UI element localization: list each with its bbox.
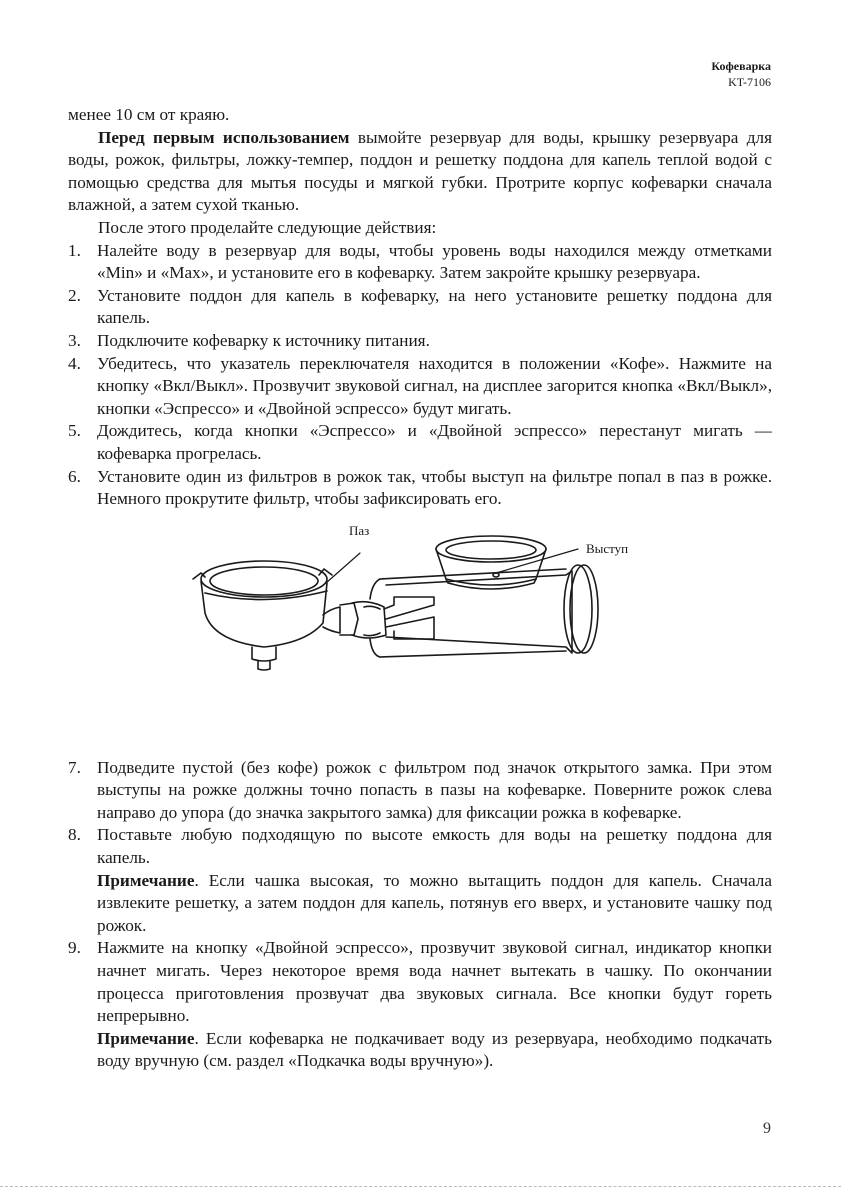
- page-header: [711, 58, 771, 90]
- steps-list-b: [68, 757, 772, 870]
- intro-continuation: менее 10 см от краяю.: [68, 105, 230, 124]
- list-item: [68, 353, 772, 421]
- list-item: [68, 330, 772, 353]
- note-paragraph: [68, 870, 772, 938]
- item-text: Подключите кофеварку к источнику питания.: [97, 330, 430, 350]
- portafilter-handle-drawing: [323, 565, 598, 657]
- list-item: [68, 240, 772, 285]
- item-text: Убедитесь, что указатель переключателя находится в положении «Кофе». Нажмите на кнопку «Вкл/Выкл». Прозвучит звуковой сигнал, на дисплее загорится кнопка «Вкл/Выкл», кнопки «Эспрессо» и «Двойной эспрессо» будут мигать.: [97, 353, 772, 418]
- page-bottom-divider: [0, 1186, 841, 1187]
- page-content: [68, 104, 772, 1073]
- header-model: KT-7106: [728, 75, 771, 89]
- note-label: Примечание: [97, 1028, 195, 1048]
- item-text: Установите поддон для капель в кофеварку, на него установите решетку поддона для капель.: [97, 285, 772, 328]
- item-number: 2.: [68, 285, 81, 305]
- portafilter-illustration: [68, 523, 772, 747]
- item-number: 1.: [68, 240, 81, 260]
- item-text: Подведите пустой (без кофе) рожок с фильтром под значок открытого замка. При этом выступы на рожке должны точно попасть в пазы на кофеварке. Поверните рожок слева направо до упора (до значка закрытого замка) для фиксации рожка в кофеварке.: [97, 757, 772, 822]
- portafilter-figure: [68, 523, 772, 747]
- note-text: . Если чашка высокая, то можно вытащить поддон для капель. Сначала извлеките решетку, а затем поддон для капель, потянув его вверх, и установите чашку под рожок.: [97, 870, 772, 935]
- item-text: Дождитесь, когда кнопки «Эспрессо» и «Двойной эспрессо» перестанут мигать — кофеварка прогрелась.: [97, 421, 772, 463]
- item-text: Нажмите на кнопку «Двойной эспрессо», прозвучит звуковой сигнал, индикатор кнопки начнет мигать. Через некоторое время вода начнет вытекать в чашку. По окончании процесса приготовления прозвучат два звуковых сигнала. Все кнопки будут гореть непрерывно.: [97, 938, 772, 1026]
- steps-list-c: [68, 937, 772, 1027]
- item-number: 5.: [68, 421, 81, 441]
- portafilter-cup-drawing: [193, 561, 332, 670]
- list-item: [68, 937, 772, 1027]
- first-use-text: вымойте резервуар для воды, крышку резервуара для воды, рожок, фильтры, ложку-темпер, поддон и решетку поддона для капель теплой водой с помощью средства для мытья посуды и мягкой губки. Протрите корпус кофеварки сначала влажной, а затем сухой тканью.: [68, 127, 772, 215]
- item-number: 3.: [68, 330, 81, 350]
- page-number: 9: [763, 1120, 771, 1137]
- groove-label: Паз: [349, 522, 370, 538]
- note-paragraph: [68, 1028, 772, 1073]
- item-number: 8.: [68, 825, 81, 845]
- first-use-heading: Перед первым использованием: [98, 127, 350, 147]
- item-number: 6.: [68, 466, 81, 486]
- item-text: Поставьте любую подходящую по высоте емкость для воды на решетку поддона для капель.: [97, 825, 772, 868]
- first-use-paragraph: [68, 127, 772, 217]
- ledge-label: Выступ: [586, 540, 629, 556]
- list-item: [68, 285, 772, 330]
- item-number: 4.: [68, 353, 81, 373]
- note-label: Примечание: [97, 870, 195, 890]
- after-that-line: После этого проделайте следующие действия:: [98, 217, 437, 237]
- item-text: Налейте воду в резервуар для воды, чтобы уровень воды находился между отметками «Min» и «Max», и установите его в кофеварку. Затем закройте крышку резервуара.: [97, 240, 772, 283]
- header-title: Кофеварка: [711, 59, 771, 73]
- list-item: [68, 824, 772, 869]
- note-text: . Если кофеварка не подкачивает воду из резервуара, необходимо подкачать воду вручную (см. раздел «Подкачка воды вручную»).: [97, 1028, 772, 1071]
- groove-leader-line: [326, 553, 360, 583]
- steps-list-a: [68, 240, 772, 511]
- item-number: 9.: [68, 938, 81, 958]
- item-number: 7.: [68, 757, 81, 777]
- item-text: Установите один из фильтров в рожок так, чтобы выступ на фильтре попал в паз в рожке. Немного прокрутите фильтр, чтобы зафиксировать его.: [97, 466, 772, 509]
- list-item: [68, 466, 772, 511]
- list-item: [68, 757, 772, 825]
- list-item: [68, 420, 772, 465]
